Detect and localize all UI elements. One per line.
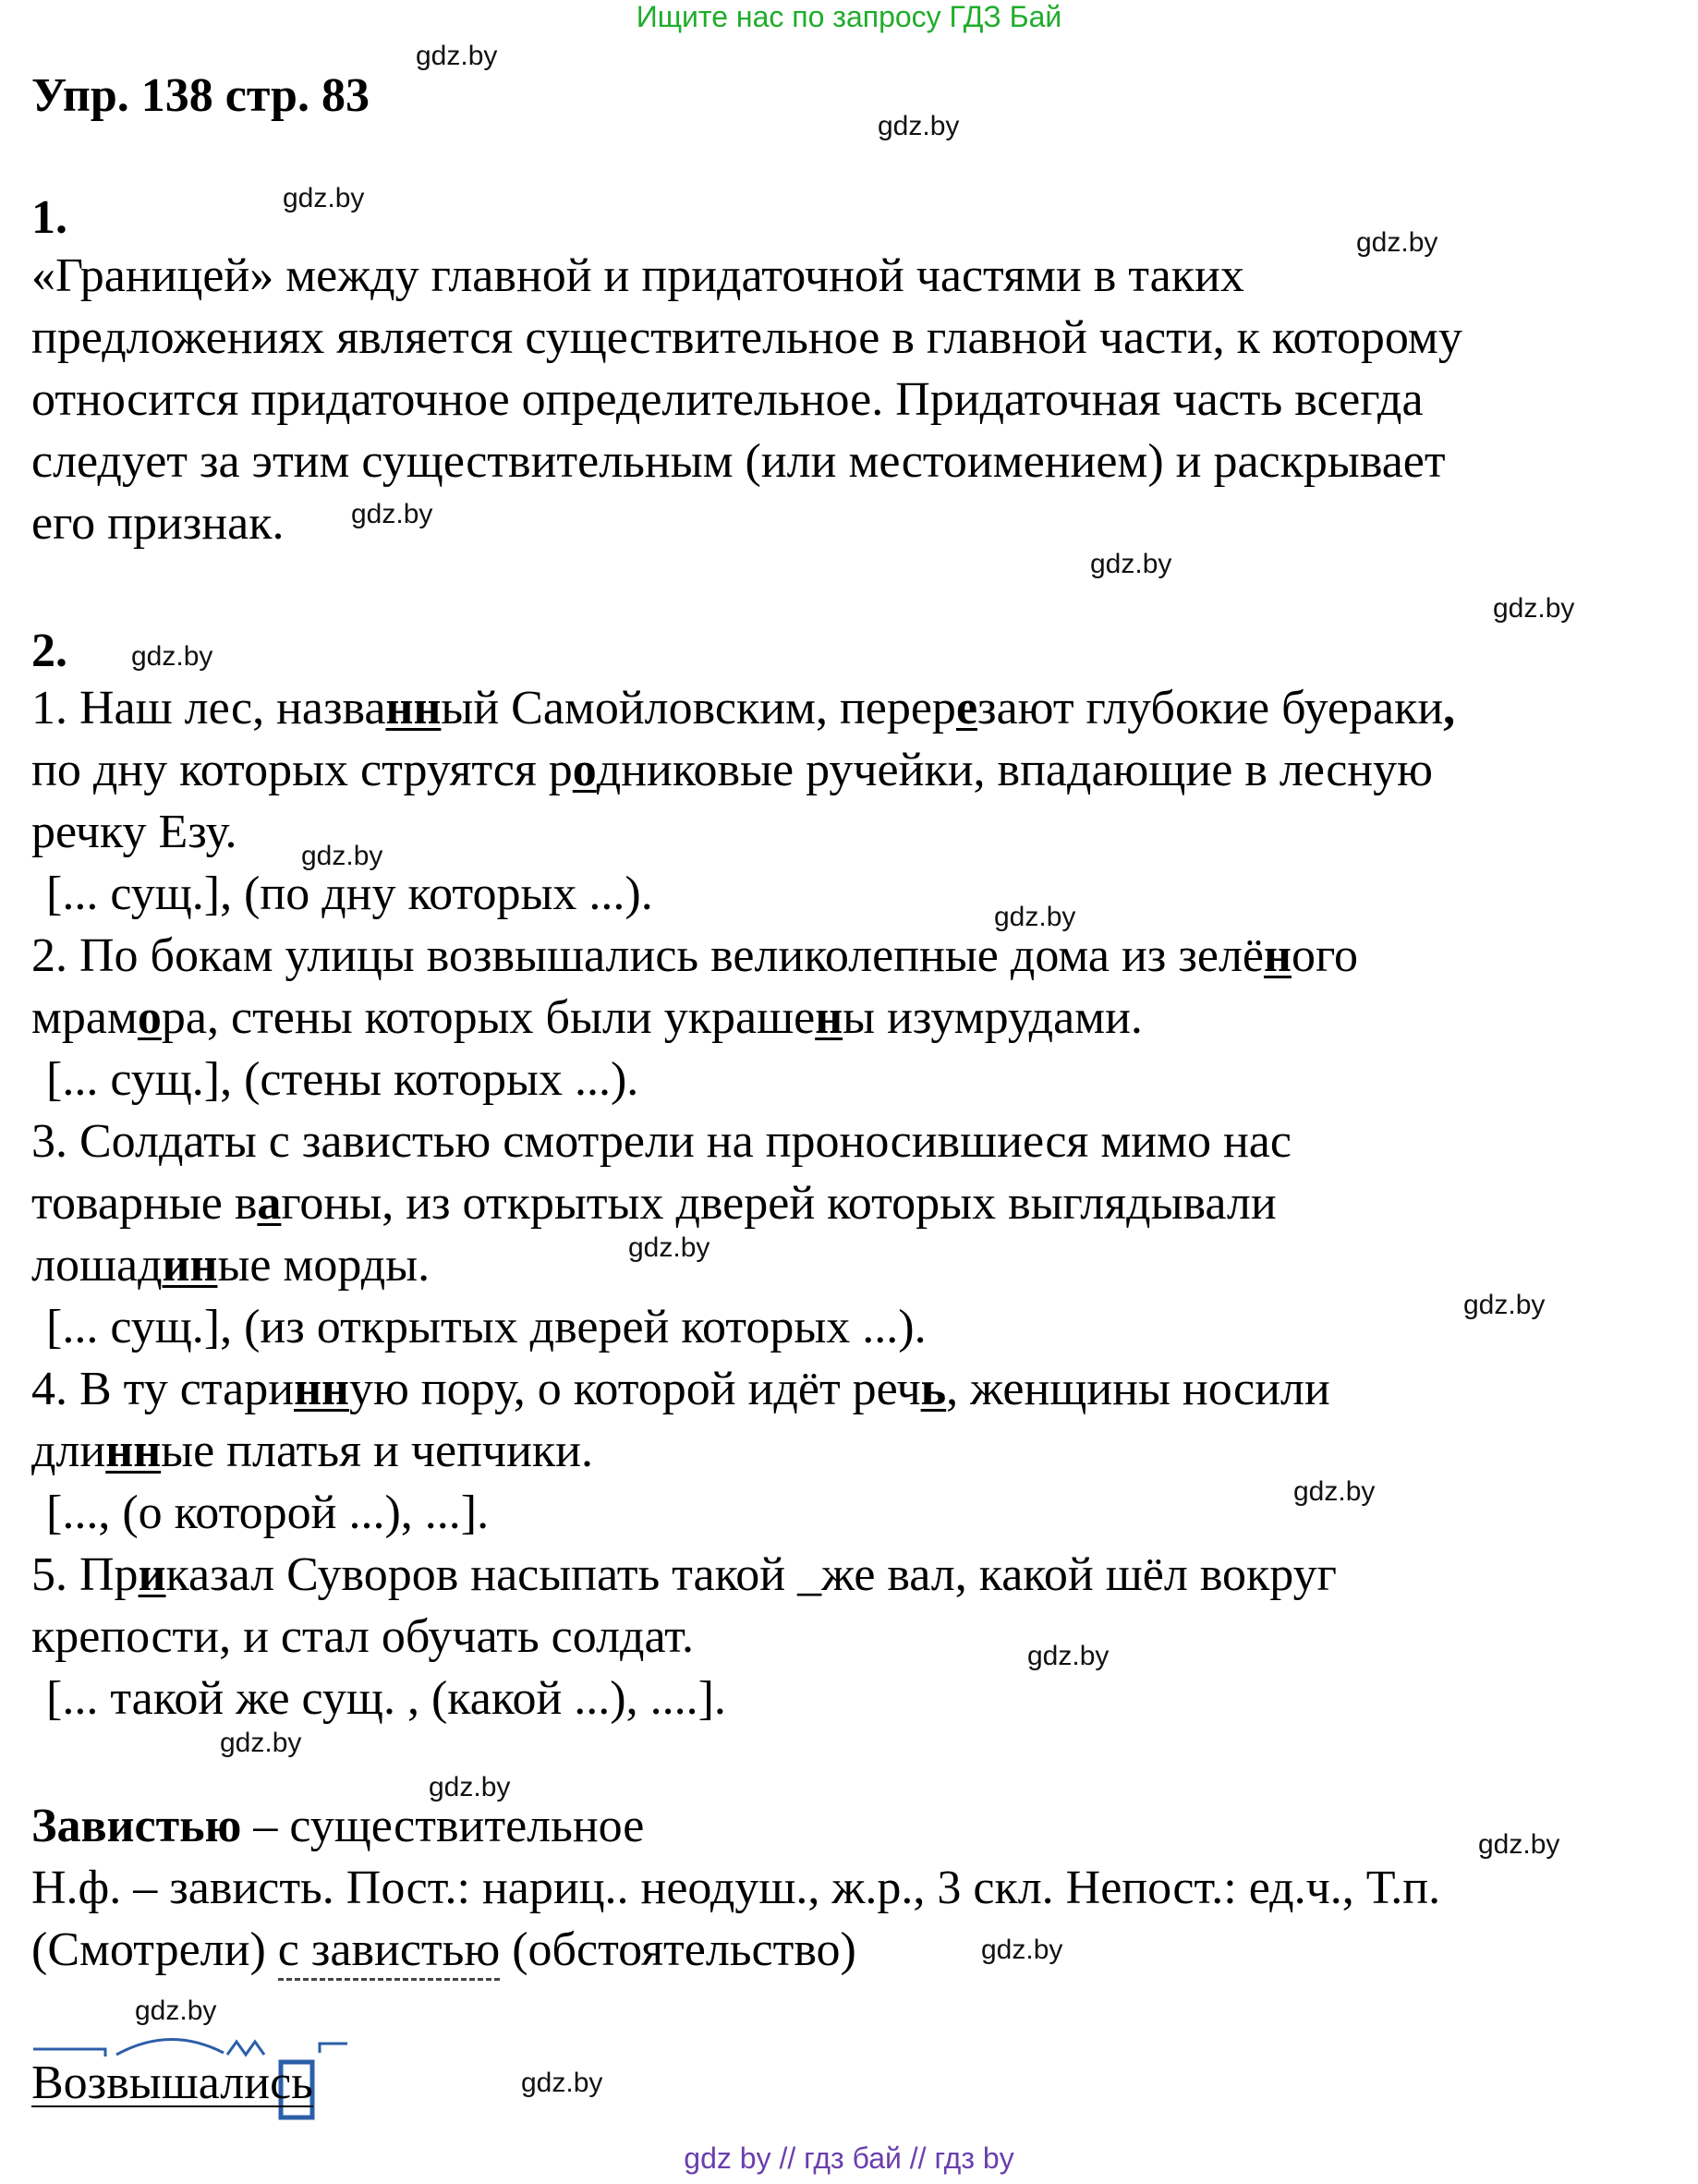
text: товарные в bbox=[31, 1177, 258, 1230]
spelling-mark: нн bbox=[294, 1363, 349, 1415]
watermark: gdz.by bbox=[1293, 1476, 1376, 1507]
watermark: gdz.by bbox=[131, 641, 213, 672]
analysis-line-3 bbox=[31, 1920, 856, 1981]
text: 5. Пр bbox=[31, 1548, 139, 1601]
sentence-3-line-3 bbox=[31, 1235, 430, 1296]
watermark: gdz.by bbox=[1356, 227, 1438, 258]
text: ые платья и чепчики. bbox=[161, 1425, 594, 1477]
punctuation-mark: , bbox=[1443, 682, 1456, 734]
sentence-1-line-1 bbox=[31, 678, 1455, 739]
text: ра, стены которых были украше bbox=[161, 991, 816, 1044]
section-1-line: «Границей» между главной и придаточной частями в таких bbox=[31, 249, 1244, 302]
spelling-mark: ин bbox=[162, 1239, 218, 1292]
sentence-3-line-1: 3. Солдаты с завистью смотрели на проносившиеся мимо нас bbox=[31, 1115, 1292, 1168]
text: зают глубокие буераки bbox=[977, 682, 1444, 734]
morphemic-parse bbox=[31, 2021, 364, 2132]
sentence-2-line-2 bbox=[31, 988, 1143, 1049]
watermark: gdz.by bbox=[301, 841, 383, 871]
text: казал Суворов насыпать такой _же вал, какой шёл вокруг bbox=[165, 1548, 1337, 1601]
section-2-number: 2. bbox=[31, 625, 67, 677]
spelling-mark: и bbox=[138, 1548, 166, 1601]
spelling-mark: нн bbox=[105, 1425, 162, 1477]
watermark: gdz.by bbox=[1090, 549, 1172, 579]
spelling-mark: а bbox=[257, 1177, 282, 1230]
sentence-4-line-1 bbox=[31, 1359, 1330, 1420]
section-1-line: следует за этим существительным (или местоимением) и раскрывает bbox=[31, 435, 1446, 488]
spelling-mark: о bbox=[572, 744, 597, 796]
text: (Смотрели) bbox=[31, 1923, 278, 1976]
sentence-2-line-1 bbox=[31, 926, 1358, 987]
sentence-1-line-2 bbox=[31, 740, 1433, 801]
text: 2. По бокам улицы возвышались великолепные дома из зелё bbox=[31, 929, 1264, 982]
watermark: gdz.by bbox=[994, 902, 1076, 932]
watermark: gdz.by bbox=[351, 499, 433, 529]
morph-word: Возвышались bbox=[31, 2057, 313, 2109]
sentence-1-line-3: речку Езу. bbox=[31, 806, 237, 858]
sentence-5-line-1 bbox=[31, 1545, 1337, 1606]
text: по дну которых струятся р bbox=[31, 744, 573, 796]
text: мрам bbox=[31, 991, 138, 1044]
text: – существительное bbox=[241, 1800, 645, 1852]
text: дли bbox=[31, 1425, 106, 1477]
spelling-mark: ь bbox=[920, 1363, 947, 1415]
text: ую пору, о которой идёт реч bbox=[349, 1363, 921, 1415]
sentence-2-scheme: [... сущ.], (стены которых ...). bbox=[46, 1053, 639, 1106]
analysis-word: Завистью bbox=[31, 1800, 242, 1852]
watermark: gdz.by bbox=[1463, 1290, 1546, 1320]
spelling-mark: н bbox=[815, 991, 843, 1044]
text: 1. Наш лес, назва bbox=[31, 682, 386, 734]
section-1-line: относится придаточное определительное. Придаточная часть всегда bbox=[31, 373, 1424, 426]
sentence-3-line-2 bbox=[31, 1173, 1277, 1234]
text: ые морды. bbox=[217, 1239, 431, 1292]
spelling-mark: е bbox=[955, 682, 978, 734]
analysis-line-2: Н.ф. – зависть. Пост.: нариц.. неодуш., ж.р., 3 скл. Непост.: ед.ч., Т.п. bbox=[31, 1862, 1441, 1914]
adverbial-underline: с завистью bbox=[278, 1923, 500, 1981]
watermark: gdz.by bbox=[878, 111, 960, 141]
text: ый Самойловским, перер bbox=[441, 682, 956, 734]
sentence-5-scheme: [... такой же сущ. , (какой ...), ....]. bbox=[46, 1672, 726, 1725]
sentence-3-scheme: [... сущ.], (из открытых дверей которых ...). bbox=[46, 1301, 927, 1353]
watermark: gdz.by bbox=[416, 41, 498, 71]
spelling-mark: о bbox=[137, 991, 162, 1044]
text: дниковые ручейки, впадающие в лесную bbox=[596, 744, 1433, 796]
watermark: gdz.by bbox=[1493, 593, 1575, 624]
watermark: gdz.by bbox=[521, 2068, 603, 2098]
watermark: gdz.by bbox=[1478, 1829, 1560, 1860]
sentence-4-scheme: [..., (о которой ...), ...]. bbox=[46, 1486, 490, 1539]
section-1-number: 1. bbox=[31, 191, 67, 244]
section-1-line: его признак. bbox=[31, 497, 285, 550]
text: лошад bbox=[31, 1239, 163, 1292]
page-title: Упр. 138 стр. 83 bbox=[31, 69, 370, 122]
spelling-mark: н bbox=[1263, 929, 1292, 982]
watermark: gdz.by bbox=[429, 1772, 511, 1802]
text: 4. В ту стари bbox=[31, 1363, 295, 1415]
watermark: gdz.by bbox=[220, 1728, 302, 1758]
postfix-mark bbox=[320, 2044, 347, 2053]
text: ы изумрудами. bbox=[843, 991, 1143, 1044]
section-1-line: предложениях является существительное в главной части, к которому bbox=[31, 311, 1462, 364]
sentence-4-line-2 bbox=[31, 1421, 593, 1482]
analysis-heading bbox=[31, 1796, 644, 1857]
watermark: gdz.by bbox=[283, 183, 365, 213]
sentence-1-scheme: [... сущ.], (по дну которых ...). bbox=[46, 868, 653, 920]
watermark: gdz.by bbox=[135, 1996, 217, 2026]
text: ого bbox=[1291, 929, 1358, 982]
watermark: gdz.by bbox=[1027, 1641, 1110, 1671]
spelling-mark: нн bbox=[385, 682, 442, 734]
watermark: gdz.by bbox=[628, 1232, 710, 1263]
text: , женщины носили bbox=[946, 1363, 1330, 1415]
watermark: gdz.by bbox=[981, 1935, 1063, 1965]
footer-links[interactable]: gdz by // гдз бай // гдз by bbox=[684, 2142, 1014, 2175]
search-banner[interactable]: Ищите нас по запросу ГДЗ Бай bbox=[636, 0, 1062, 33]
text: гоны, из открытых дверей которых выглядывали bbox=[281, 1177, 1277, 1230]
text: (обстоятельство) bbox=[500, 1923, 856, 1976]
sentence-5-line-2: крепости, и стал обучать солдат. bbox=[31, 1610, 695, 1663]
